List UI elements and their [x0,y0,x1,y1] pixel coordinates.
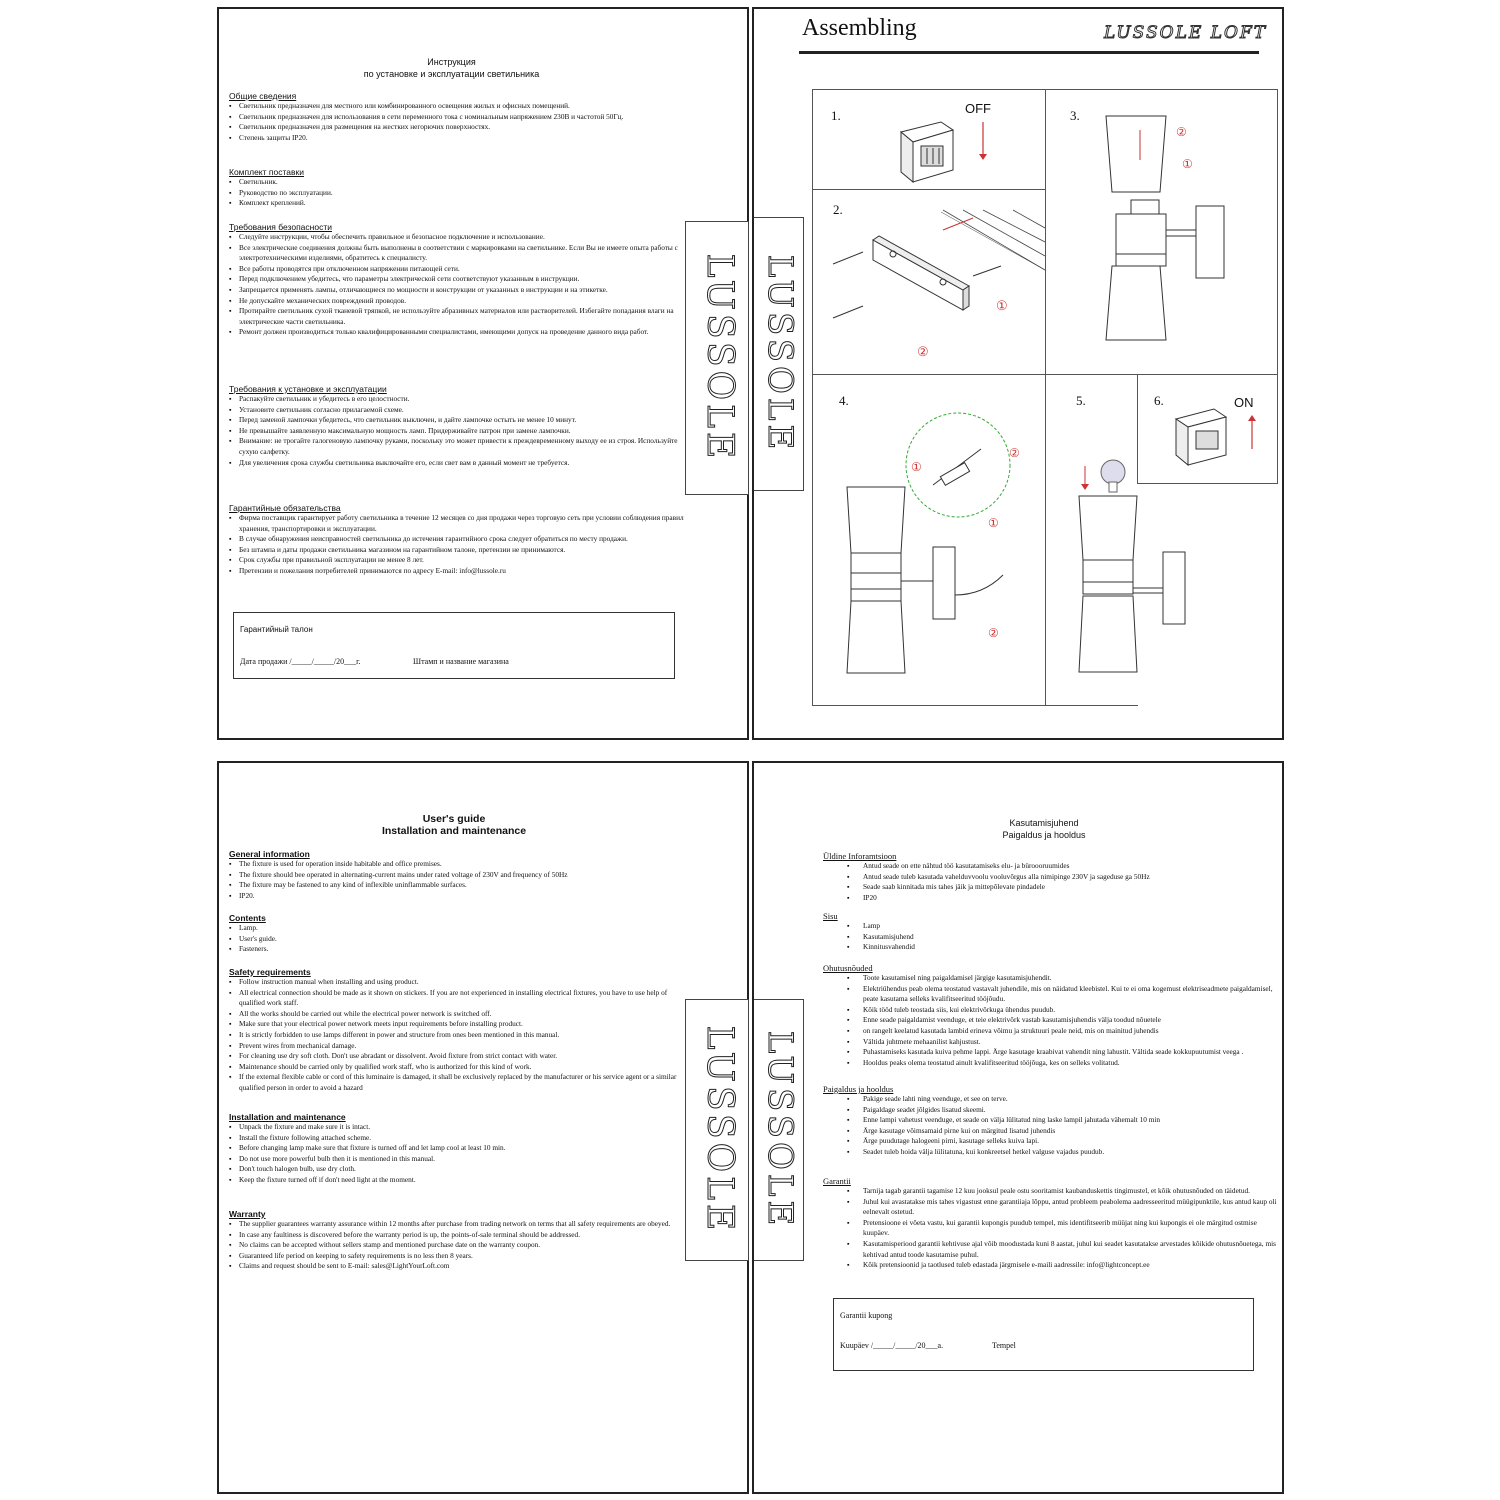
list-item: ▪ Запрещается применять лампы, отличающиеся по мощности и конструкции от указанных в инструкции и на этикетке. [239,285,689,296]
en-title [219,813,689,837]
list-item: ▪ Puhastamiseks kasutada kuiva pehme lappi. Ärge kasutage kraabivat vahendit ning lahustit. Vältida seade kokkupuutumist veega . [833,1047,1283,1058]
list-item: ▪ Внимание: не трогайте галогеновую лампочку руками, поскольку это может привести к преждевременному выходу ее из строя. Используйте сухую салфетку. [239,436,689,457]
list-item: ▪ Install the fixture following attached scheme. [239,1133,689,1144]
list-item: ▪ Pretensioone ei võeta vastu, kui garantii kupongis puudub tempel, mis identifitseerib müüjat ning kui kupongis ei ole märgitud ostmise kuupäev. [833,1218,1283,1239]
list-item: ▪ Prevent wires from mechanical damage. [239,1041,689,1052]
et-warranty-coupon [833,1298,1254,1371]
list-item: ▪ Unpack the fixture and make sure it is intact. [239,1122,689,1133]
step-1-cell [812,89,1046,190]
list-item: ▪ Все электрические соединения должны быть выполнены в соответствии с маркировками на светильнике. Если Вы не имеете опыта работы с электротехническими изделиями, обратитесь к специалисту. [239,243,689,264]
list-item: ▪ If the external flexible cable or cord of this luminaire is damaged, it shall be exclusively replaced by the manufacturer or his service agent or a similar qualified person in order to avoid a hazard [239,1072,689,1093]
list-item: ▪ Lamp [833,921,1283,932]
svg-text:LUSSOLE: LUSSOLE [699,253,740,463]
list-item: ▪ No claims can be accepted without sellers stamp and mentioned purchase date on the warranty coupon. [239,1240,689,1251]
list-item: ▪ Срок службы при правильной эксплуатации не менее 8 лет. [239,555,689,566]
list-item: ▪ The fixture is used for operation inside habitable and office premises. [239,859,689,870]
list-item: ▪ The supplier guarantees warranty assurance within 12 months after purchase from trading network on terms that all safety requirements are obeyed. [239,1219,689,1230]
list-item: ▪ Претензии и пожелания потребителей принимаются по адресу E-mail: info@lussole.ru [239,566,689,577]
et-title [814,817,1274,841]
et-section-safety [823,963,1283,1068]
section-heading: Sisu [823,911,838,921]
coupon-stamp: Tempel [992,1341,1016,1350]
svg-text:①: ① [1182,157,1193,171]
step-number: 4. [839,393,849,408]
side-brand-tab [754,217,804,491]
list-item: ▪ Don't touch halogen bulb, use dry cloth. [239,1164,689,1175]
section-heading: Требования к установке и эксплуатации [229,384,387,394]
side-brand-tab [754,999,804,1261]
section-heading: Paigaldus ja hooldus [823,1084,894,1094]
list-item: ▪ Guaranteed life period on keeping to safety requirements is no less then 8 years. [239,1251,689,1262]
list-item: ▪ The fixture may be fastened to any kind of inflexible uninflammable surfaces. [239,880,689,891]
list-item: ▪ In case any faultiness is discovered before the warranty period is up, the points-of-sale terminal should be addressed. [239,1230,689,1241]
switch-off-icon [893,110,1043,188]
section-heading: General information [229,849,310,859]
list-item: ▪ IP20. [239,891,689,902]
svg-text:②: ② [1009,446,1020,460]
list-item: ▪ Светильник предназначен для использования в сети переменного тока с номинальным напряжением 230В и частотой 50Гц. [239,112,689,123]
list-item: ▪ Antud seade on ette nähtud töö kasutatamiseks elu- ja büroooruumides [833,861,1283,872]
side-brand-tab [685,221,749,495]
list-item: ▪ Follow instruction manual when installing and using product. [239,977,689,988]
switch-on-icon [1168,399,1278,479]
section-heading: Garantii [823,1176,851,1186]
en-section-warranty [229,1209,689,1272]
coupon-title: Garantii kupong [840,1311,893,1320]
list-item: ▪ Kõik pretensioonid ja taotlused tuleb edastada järgmisele e-maili aadressile: info@lightconcept.ee [833,1260,1283,1271]
step-6-cell [1137,374,1278,484]
ru-section-contents [229,167,689,209]
list-item: ▪ Enne lampi vahetust veenduge, et seade on välja lülitatud ning laske lampil jahutada vähemalt 10 min [833,1115,1283,1126]
svg-text:②: ② [1176,125,1187,139]
ru-section-safety [229,222,689,338]
page-english-guide [217,761,749,1494]
list-item: ▪ It is strictly forbidden to use lamps different in power and structure from ones been mentioned in this manual. [239,1030,689,1041]
coupon-date: Kuupäev /_____/_____/20___a. [840,1341,944,1350]
list-item: ▪ Do not use more powerful bulb then it is mentioned in this manual. [239,1154,689,1165]
list-item: ▪ Antud seade tuleb kasutada vahelduvvoolu vooluvõrgus alla nimipinge 230V ja sageduse ga 50Hz [833,872,1283,883]
list-item: ▪ Все работы проводятся при отключенном напряжении питающей сети. [239,264,689,275]
svg-text:LUSSOLE: LUSSOLE [699,1025,740,1235]
step-number: 2. [833,202,843,217]
list-item: ▪ Juhul kui avastatakse mis tahes vigastust enne garantiiaja lõppu, antud probleem peabolema aadresseeritud müügipunktile, kus antud kaup oli eelnevalt ostetud. [833,1197,1283,1218]
page-assembling [752,7,1284,740]
page-estonian-guide [752,761,1284,1494]
list-item: ▪ Kasutamisperiood garantii kehtivuse ajal võib moodustada kuni 8 aastat, juhul kui seadet kasutatakse arvestades kõikide ohutusnõuetega, mis kehtivad antud toode kasutamise puhul. [833,1239,1283,1260]
ru-section-warranty [229,503,689,577]
list-item: ▪ Руководство по эксплуатации. [239,188,689,199]
en-section-contents [229,913,689,955]
ru-warranty-coupon [233,612,675,679]
lussole-logo-icon [754,1000,802,1260]
en-section-install [229,1112,689,1186]
list-item: ▪ Распакуйте светильник и убедитесь в его целостности. [239,394,689,405]
list-item: ▪ Перед подключением убедитесь, что параметры электрической сети соответствуют указанным в инструкции. [239,274,689,285]
et-section-install [823,1084,1283,1158]
ru-title-line2: по установке и эксплуатации светильника [363,69,540,79]
section-heading: Installation and maintenance [229,1112,346,1122]
step-number: 5. [1076,393,1086,408]
step-number: 3. [1070,108,1080,123]
list-item: ▪ Lamp. [239,923,689,934]
list-item: ▪ Seadet tuleb hoida välja lülitatuna, kui konkreetsel hetkel valguse vajadus puudub. [833,1147,1283,1158]
brand-logo: LUSSOLE LOFT [1104,23,1268,43]
list-item: ▪ Kinnitusvahendid [833,942,1283,953]
list-item: ▪ All electrical connection should be made as it shown on stickers. If you are not experienced in installing electrical fixtures, you have to use help of qualified work staff. [239,988,689,1009]
list-item: ▪ Make sure that your electrical power network meets input requirements before installing product. [239,1019,689,1030]
en-section-safety [229,967,689,1094]
list-item: ▪ Keep the fixture turned off if don't need light at the moment. [239,1175,689,1186]
list-item: ▪ Ärge puudutage halogeeni pirni, kasutage selleks kuiva lapi. [833,1136,1283,1147]
et-title-line1: Kasutamisjuhend [1009,818,1079,828]
coupon-stamp: Штамп и название магазина [413,657,509,666]
assembling-title: Assembling [802,15,917,41]
ru-section-install [229,384,689,468]
svg-text:②: ② [917,344,929,359]
svg-text:①: ① [988,516,999,530]
list-item: ▪ Claims and request should be sent to E-mail: sales@LightYourLoft.com [239,1261,689,1272]
section-heading: Contents [229,913,266,923]
list-item: ▪ User's guide. [239,934,689,945]
step-2-cell [812,189,1046,375]
list-item: ▪ Следуйте инструкции, чтобы обеспечить правильное и безопасное подключение и использование. [239,232,689,243]
et-title-line2: Paigaldus ja hooldus [1002,830,1086,840]
section-heading: Safety requirements [229,967,311,977]
lussole-logo-icon [686,222,748,494]
section-heading: Üldine Inforamtsioon [823,851,897,861]
svg-text:LUSSOLE: LUSSOLE [760,1030,800,1230]
ru-title [219,56,684,80]
step-4-cell [812,374,1046,706]
list-item: ▪ Hooldus peaks olema teostatud ainult kvalifitseeritud tööjõuga, kes on selleks volitatud. [833,1058,1283,1069]
lussole-logo-icon [754,218,802,490]
list-item: ▪ Светильник предназначен для размещения на жестких негорючих поверхностях. [239,122,689,133]
list-item: ▪ All the works should be carried out while the electrical power network is switched off. [239,1009,689,1020]
list-item: ▪ Комплект креплений. [239,198,689,209]
list-item: ▪ Ремонт должен производиться только квалифицированными специалистами, имеющими допуск на проведение данного вида работ. [239,327,689,338]
list-item: ▪ Перед заменой лампочки убедитесь, что светильник выключен, и дайте лампочке остыть не менее 10 минут. [239,415,689,426]
list-item: ▪ Tarnija tagab garantii tagamise 12 kuu jooksul peale ostu sooritamist kaubanduskettis tingimustel, et kõik ohutusnõuded on täidetud. [833,1186,1283,1197]
section-heading: Комплект поставки [229,167,304,177]
section-heading: Гарантийные обязательства [229,503,341,513]
list-item: ▪ Светильник предназначен для местного или комбинированного освещения жилых и офисных помещений. [239,101,689,112]
list-item: ▪ Fasteners. [239,944,689,955]
section-heading: Общие сведения [229,91,297,101]
list-item: ▪ Фирма поставщик гарантирует работу светильника в течение 12 месяцев со дня продажи через торговую сеть при условии соблюдения правил хранения, транспортировки и эксплуатации. [239,513,689,534]
coupon-date: Дата продажи /_____/_____/20___г. [240,657,361,666]
ru-section-general [229,91,689,143]
list-item: ▪ For cleaning use dry soft cloth. Don't use abradant or dissolvent. Avoid fixture from strict contact with water. [239,1051,689,1062]
et-section-warranty [823,1176,1283,1271]
list-item: ▪ Установите светильник согласно прилагаемой схеме. [239,405,689,416]
list-item: ▪ Не превышайте заявленную максимальную мощность ламп. Придерживайте патрон при замене лампочки. [239,426,689,437]
en-section-general [229,849,689,901]
list-item: ▪ Elektriühendus peab olema teostatud vastavalt juhendile, mis on näidatud kleebistel. Kui te ei oma kogemust elektriseadmete paigaldamisel, peate kasutama selleks kvalifitseeritud tööjõudu. [833,984,1283,1005]
section-heading: Warranty [229,1209,266,1219]
shade-removal-icon [1046,90,1277,374]
step-number: 1. [831,108,841,123]
list-item: ▪ Enne seade paigaldamist veenduge, et teie elektrivõrk vastab kasutamisjuhendis välja toodud nõuetele [833,1015,1283,1026]
ru-title-line1: Инструкция [427,57,476,67]
list-item: ▪ Pakige seade lahti ning veenduge, et see on terve. [833,1094,1283,1105]
list-item: ▪ The fixture should bee operated in alternating-current mains under rated voltage of 230V and frequency of 50Hz [239,870,689,881]
off-label: OFF [965,101,991,116]
bracket-mounting-icon [813,190,1045,374]
list-item: ▪ В случае обнаружения неисправностей светильника до истечения гарантийного срока следует обратиться по месту продажи. [239,534,689,545]
svg-text:②: ② [988,626,999,640]
list-item: ▪ Before changing lamp make sure that fixture is turned off and let lamp cool at least 10 min. [239,1143,689,1154]
list-item: ▪ Maintenance should be carried only by qualified work staff, who is authorized for this kind of work. [239,1062,689,1073]
et-section-contents [823,911,1283,953]
en-title-line1: User's guide [422,813,486,825]
coupon-title: Гарантийный талон [240,625,313,634]
section-heading: Требования безопасности [229,222,332,232]
side-brand-tab [685,999,749,1261]
list-item: ▪ Без штампа и даты продажи светильника магазином на гарантийном талоне, претензии не принимаются. [239,545,689,556]
title-rule [799,51,1259,54]
list-item: ▪ on rangelt keelatud kasutada lambid erineva võimu ja struktuuri peale neid, mis on mainitud juhendis [833,1026,1283,1037]
list-item: ▪ Paigaldage seadet jõlgides lisatud skeemi. [833,1105,1283,1116]
list-item: ▪ Светильник. [239,177,689,188]
step-3-cell [1045,89,1278,375]
list-item: ▪ Kõik tööd tuleb teostada siis, kui elektrivõrkuga ühendus puudub. [833,1005,1283,1016]
list-item: ▪ IP20 [833,893,1283,904]
svg-text:LUSSOLE: LUSSOLE [760,254,800,454]
step-number: 6. [1154,393,1164,408]
lussole-logo-icon [686,1000,748,1260]
list-item: ▪ Seade saab kinnitada mis tahes jäik ja mittepõlevate pindadele [833,882,1283,893]
list-item: ▪ Степень защиты IP20. [239,133,689,144]
list-item: ▪ Toote kasutamisel ning paigaldamisel järgige kasutamisjuhendit. [833,973,1283,984]
list-item: ▪ Для увеличения срока службы светильника выключайте его, если свет вам в данный момент не требуется. [239,458,689,469]
list-item: ▪ Не допускайте механических повреждений проводов. [239,296,689,307]
svg-text:①: ① [996,298,1008,313]
et-section-general [823,851,1283,903]
list-item: ▪ Протирайте светильник сухой тканевой тряпкой, не используйте абразивных материалов или растворителей. Избегайте попадания влаги на электрические части светильника. [239,306,689,327]
list-item: ▪ Vältida juhtmete mehaanilist kahjustust. [833,1037,1283,1048]
on-label: ON [1234,395,1254,410]
section-heading: Ohutusnõuded [823,963,873,973]
wiring-connection-icon [813,375,1045,705]
list-item: ▪ Kasutamisjuhend [833,932,1283,943]
page-russian-instructions [217,7,749,740]
list-item: ▪ Ärge kasutage võimsamaid pirne kui on märgitud lisatud juhendis [833,1126,1283,1137]
en-title-line2: Installation and maintenance [381,825,527,837]
svg-text:①: ① [911,460,922,474]
